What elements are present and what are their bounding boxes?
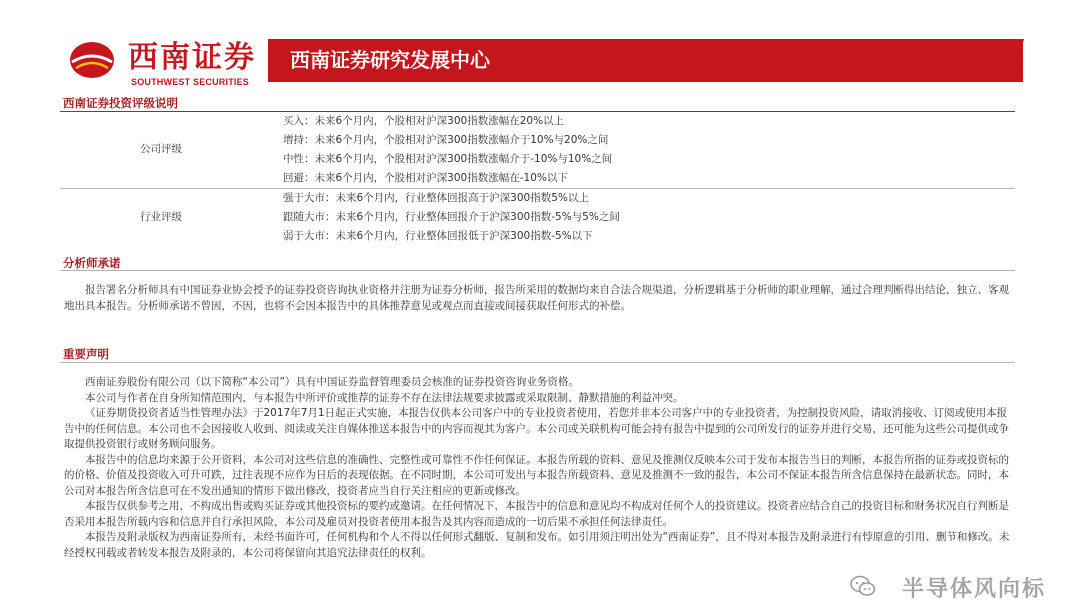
disclaimer-paragraph: 本报告仅供参考之用，不构成出售或购买证券或其他投资标的要约或邀请。在任何情况下，本报告中的信息和意见均不构成对任何个人的投资建议。投资者应结合自己的投资目标和财务状况自行判断是否采用本报告所载内容和信息并自行承担风险，本公司及雇员对投资者使用本报告及其内容而造成的一切后果不承担任何法律责任。 (64, 500, 1009, 528)
rating-divider-top (60, 111, 1015, 112)
brand-name-en: SOUTHWEST SECURITIES (131, 77, 250, 87)
rating-section-title: 西南证券投资评级说明 (63, 96, 178, 110)
page-title: 西南证券研究发展中心 (290, 48, 490, 72)
watermark-text: 半导体风向标 (901, 577, 1046, 602)
disclaimer-paragraph: 《证券期货投资者适当性管理办法》于2017年7月1日起正式实施，本报告仅供本公司客户中的专业投资者使用，若您并非本公司客户中的专业投资者，为控制投资风险，请取消接收、订阅或使用本报告中的任何信息。本公司也不会因接收人收到、阅读或关注自媒体推送本报告中的内容而视其为客户。本公司或关联机构可能会持有报告中提到的公司所发行的证券并进行交易，还可能为这些公司提供或争取提供投资银行或财务顾问服务。 (64, 407, 1009, 450)
company-rating-neutral: 中性：未来6个月内，个股相对沪深300指数涨幅介于-10%与10%之间 (283, 153, 613, 165)
analyst-section-title: 分析师承诺 (63, 256, 121, 270)
analyst-statement-text: 报告署名分析师具有中国证券业协会授予的证券投资咨询执业资格并注册为证券分析师，报告所采用的数据均来自合法合规渠道，分析逻辑基于分析师的职业理解，通过合理判断得出结论，独立、客观地出具本报告。分析师承诺不曾因，不因，也将不会因本报告中的具体推荐意见或观点而直接或间接获取任何形式的补偿。 (64, 284, 1009, 312)
disclaimer-paragraph: 本报告及附录版权为西南证券所有，未经书面许可，任何机构和个人不得以任何形式翻版、复制和发布。如引用须注明出处为“西南证券”，且不得对本报告及附录进行有悖原意的引用、删节和修改。未经授权刊载或者转发本报告及附录的，本公司将保留向其追究法律责任的权利。 (64, 531, 1010, 559)
disclaimer-body (64, 375, 1014, 561)
banner-notch (1012, 39, 1024, 82)
wechat-icon (850, 574, 876, 598)
disclaimer-paragraph: 本公司与作者在自身所知情范围内，与本报告中所评价或推荐的证券不存在法律法规要求披露或采取限制、静默措施的利益冲突。 (85, 391, 684, 404)
disclaimer-paragraph: 本报告中的信息均来源于公开资料，本公司对这些信息的准确性、完整性或可靠性不作任何保证。本报告所载的资料、意见及推测仅反映本公司于发布本报告当日的判断，本报告所指的证券或投资标的的价格、价值及投资收入可升可跌，过往表现不应作为日后的表现依据。在不同时期，本公司可发出与本报告所载资料、意见及推测不一致的报告，本公司不保证本报告所含信息保持在最新状态。同时，本公司对本报告所含信息可在不发出通知的情形下做出修改，投资者应当自行关注相应的更新或修改。 (64, 453, 1009, 497)
disclaimer-section-title: 重要声明 (63, 347, 109, 361)
industry-rating-underperform: 弱于大市：未来6个月内，行业整体回报低于沪深300指数-5%以下 (283, 230, 593, 242)
company-rating-overweight: 增持：未来6个月内，个股相对沪深300指数涨幅介于10%与20%之间 (283, 134, 609, 146)
disclaimer-paragraph: 西南证券股份有限公司（以下简称“本公司”）具有中国证券监督管理委员会核准的证券投资咨询业务资格。 (85, 376, 579, 388)
disclaimer-divider (60, 362, 1015, 363)
industry-rating-market: 跟随大市：未来6个月内，行业整体回报介于沪深300指数-5%与5%之间 (283, 211, 620, 223)
company-rating-buy: 买入：未来6个月内，个股相对沪深300指数涨幅在20%以上 (283, 115, 565, 127)
rating-divider-mid (60, 188, 1015, 189)
company-rating-avoid: 回避：未来6个月内，个股相对沪深300指数涨幅在-10%以下 (283, 172, 568, 184)
analyst-statement (64, 283, 1014, 314)
brand-logo-icon (68, 40, 116, 80)
analyst-divider (60, 270, 1015, 271)
industry-rating-outperform: 强于大市：未来6个月内，行业整体回报高于沪深300指数5%以上 (283, 192, 589, 204)
brand-name: 西南证券 (128, 40, 256, 75)
company-rating-label: 公司评级 (140, 143, 182, 155)
header (0, 0, 1080, 90)
industry-rating-label: 行业评级 (140, 211, 182, 223)
